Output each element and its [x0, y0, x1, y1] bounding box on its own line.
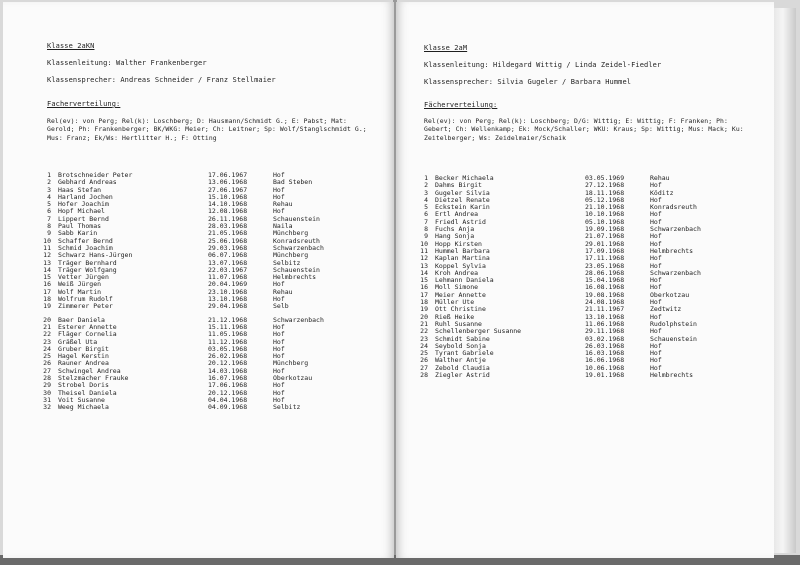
student-birthdate: 11.07.1968 [208, 273, 248, 282]
student-hometown: Münchberg [273, 251, 309, 260]
student-hometown: Konradsreuth [650, 203, 697, 212]
student-number: 3 [47, 185, 51, 194]
student-name: Hagel Kerstin [58, 352, 109, 361]
student-name: Walther Antje [435, 356, 486, 365]
student-list [33, 172, 343, 412]
student-name: Ott Christine [435, 305, 486, 314]
student-name: Kaplan Martina [435, 254, 490, 263]
student-hometown: Schwarzenbach [273, 315, 324, 324]
student-name: Gugeler Silvia [435, 188, 490, 197]
student-number: 18 [43, 295, 51, 304]
student-birthdate: 26.03.1968 [585, 341, 625, 350]
student-birthdate: 04.04.1968 [208, 395, 248, 404]
student-hometown: Hof [650, 298, 662, 307]
student-birthdate: 17.06.1968 [208, 381, 248, 390]
student-number: 25 [43, 352, 51, 361]
student-birthdate: 21.07.1968 [585, 232, 625, 241]
student-number: 22 [420, 327, 428, 336]
student-birthdate: 17.06.1967 [208, 171, 248, 179]
student-birthdate: 03.02.1968 [585, 334, 625, 343]
student-name: Eckstein Karin [435, 203, 490, 212]
student-name: Hopp Kirsten [435, 239, 482, 248]
student-number: 4 [424, 195, 428, 204]
subjects-heading: Fächerverteilung: [424, 101, 498, 109]
student-number: 19 [420, 305, 428, 314]
student-name: Träger Bernhard [58, 258, 117, 267]
student-birthdate: 13.10.1968 [208, 295, 248, 304]
student-hometown: Rudolphstein [650, 319, 697, 328]
student-name: Träger Wolfgang [58, 265, 117, 274]
student-hometown: Schauenstein [650, 334, 697, 343]
student-birthdate: 25.06.1968 [208, 236, 248, 245]
student-name: Hopf Michael [58, 207, 105, 216]
student-number: 2 [47, 178, 51, 187]
student-name: Gruber Birgit [58, 344, 109, 353]
student-hometown: Oberkotzau [650, 290, 690, 299]
student-hometown: Hof [273, 192, 285, 201]
student-birthdate: 13.07.1968 [208, 258, 248, 267]
student-number: 20 [43, 315, 51, 324]
student-name: Fläger Cornelia [58, 330, 117, 339]
student-hometown: Hof [273, 185, 285, 194]
student-birthdate: 24.08.1968 [585, 298, 625, 307]
student-hometown: Selb [273, 302, 289, 311]
student-number: 32 [43, 403, 51, 412]
student-birthdate: 17.11.1968 [585, 254, 625, 263]
student-number: 6 [424, 210, 428, 219]
student-hometown: Schauenstein [273, 214, 320, 223]
student-name: Schellenberger Susanne [435, 327, 522, 336]
student-number: 5 [424, 203, 428, 212]
class-teacher: Klassenleitung: Hildegard Wittig / Linda Zeidel-Fiedler [424, 61, 662, 69]
student-name: Tyrant Gabriele [435, 349, 494, 358]
student-name: Schmidt Sabine [435, 334, 490, 343]
student-birthdate: 23.10.1968 [208, 287, 248, 296]
student-number: 13 [43, 258, 51, 267]
student-number: 23 [43, 337, 51, 346]
student-hometown: Naila [273, 222, 293, 231]
student-birthdate: 21.11.1967 [585, 305, 625, 314]
student-birthdate: 29.04.1968 [208, 302, 248, 311]
student-hometown: Hof [650, 356, 662, 365]
right-page [396, 2, 774, 558]
student-number: 9 [47, 229, 51, 238]
subjects-text: Rel(ev): von Perg; Rel(k): Loschberg; D: Hausmann/Schmidt G.; E: Pabst; Mat: Gerold; Ph: Frankenberger; BK/WKG: Meier; Ch: Leitner; Sp: Wolf/Stanglschmidt G.; Mus: Franz; Ek/Ws: Hertlitter H.; F: Otting [47, 117, 367, 142]
student-hometown: Hof [273, 295, 285, 304]
student-name: Weeg Michaela [58, 403, 109, 412]
student-hometown: Hof [650, 276, 662, 285]
student-birthdate: 29.01.1968 [585, 239, 625, 248]
student-number: 22 [43, 330, 51, 339]
student-hometown: Hof [650, 254, 662, 263]
student-birthdate: 29.11.1968 [585, 327, 625, 336]
student-hometown: Hof [273, 330, 285, 339]
student-number: 27 [43, 366, 51, 375]
page-edges [774, 8, 796, 553]
student-name: Dietzel Renate [435, 195, 490, 204]
student-birthdate: 21.12.1968 [208, 315, 248, 324]
student-number: 9 [424, 232, 428, 241]
student-number: 12 [43, 251, 51, 260]
student-list [410, 175, 720, 379]
student-number: 13 [420, 261, 428, 270]
student-birthdate: 04.09.1968 [208, 403, 248, 412]
student-name: Kroh Andrea [435, 268, 479, 277]
student-birthdate: 17.09.1968 [585, 246, 625, 255]
student-name: Schwingel Andrea [58, 366, 121, 375]
student-birthdate: 27.12.1968 [585, 181, 625, 190]
student-number: 24 [43, 344, 51, 353]
student-row [410, 372, 720, 379]
student-hometown: Hof [273, 395, 285, 404]
student-number: 21 [43, 322, 51, 331]
student-hometown: Zedtwitz [650, 305, 682, 314]
student-row [33, 404, 343, 411]
student-name: Harland Jochen [58, 192, 113, 201]
student-birthdate: 21.10.1968 [585, 203, 625, 212]
student-number: 28 [43, 374, 51, 383]
student-name: Paul Thomas [58, 222, 102, 231]
student-number: 14 [43, 265, 51, 274]
class-title: Klasse 2aM [424, 44, 468, 52]
student-name: Wolf Martin [58, 287, 102, 296]
student-number: 28 [420, 371, 428, 380]
student-number: 20 [420, 312, 428, 321]
student-number: 16 [43, 280, 51, 289]
student-number: 12 [420, 254, 428, 263]
student-hometown: Hof [650, 363, 662, 372]
student-name: Dahms Birgit [435, 181, 482, 190]
student-birthdate: 26.02.1968 [208, 352, 248, 361]
student-hometown: Münchberg [273, 229, 309, 238]
student-name: Hofer Joachim [58, 200, 109, 209]
student-birthdate: 28.06.1968 [585, 268, 625, 277]
student-hometown: Schwarzenbach [650, 268, 701, 277]
student-name: Ruhl Susanne [435, 319, 482, 328]
student-name: Lehmann Daniela [435, 276, 494, 285]
student-birthdate: 05.10.1968 [585, 217, 625, 226]
student-name: Vetter Jürgen [58, 273, 109, 282]
student-name: Koppel Sylvia [435, 261, 486, 270]
student-hometown: Hof [273, 388, 285, 397]
student-name: Müller Ute [435, 298, 475, 307]
student-hometown: Konradsreuth [273, 236, 320, 245]
student-hometown: Helmbrechts [650, 371, 694, 380]
student-name: Hummel Barbara [435, 246, 490, 255]
student-number: 31 [43, 395, 51, 404]
student-number: 15 [43, 273, 51, 282]
student-hometown: Rehau [273, 287, 293, 296]
student-birthdate: 16.06.1968 [585, 356, 625, 365]
student-number: 6 [47, 207, 51, 216]
student-name: Ziegler Astrid [435, 371, 490, 380]
student-number: 11 [43, 243, 51, 252]
student-birthdate: 22.03.1967 [208, 265, 248, 274]
student-number: 7 [424, 217, 428, 226]
student-hometown: Bad Steben [273, 178, 313, 187]
student-name: Schaffer Bernd [58, 236, 113, 245]
student-birthdate: 13.10.1968 [585, 312, 625, 321]
student-birthdate: 18.11.1968 [585, 188, 625, 197]
student-row [33, 303, 343, 310]
student-hometown: Rehau [273, 200, 293, 209]
student-hometown: Hof [273, 171, 285, 179]
student-birthdate: 05.12.1968 [585, 195, 625, 204]
student-birthdate: 13.06.1968 [208, 178, 248, 187]
student-name: Lippert Bernd [58, 214, 109, 223]
student-number: 10 [420, 239, 428, 248]
student-hometown: Selbitz [273, 403, 301, 412]
student-birthdate: 19.01.1968 [585, 371, 625, 380]
student-number: 1 [424, 174, 428, 182]
student-name: Zebold Claudia [435, 363, 490, 372]
class-speakers: Klassensprecher: Silvia Gugeler / Barbara Hummel [424, 78, 632, 86]
student-name: Schwarz Hans-Jürgen [58, 251, 133, 260]
student-birthdate: 10.10.1968 [585, 210, 625, 219]
student-birthdate: 21.05.1968 [208, 229, 248, 238]
student-birthdate: 06.07.1968 [208, 251, 248, 260]
student-name: Friedl Astrid [435, 217, 486, 226]
student-birthdate: 19.09.1968 [585, 225, 625, 234]
student-name: Voit Susanne [58, 395, 105, 404]
student-birthdate: 23.05.1968 [585, 261, 625, 270]
student-number: 30 [43, 388, 51, 397]
student-name: Fuchs Anja [435, 225, 475, 234]
student-name: Sabb Karin [58, 229, 98, 238]
student-hometown: Hof [650, 217, 662, 226]
student-name: Brotschneider Peter [58, 171, 133, 179]
student-hometown: Köditz [650, 188, 674, 197]
student-number: 18 [420, 298, 428, 307]
student-number: 3 [424, 188, 428, 197]
student-number: 25 [420, 349, 428, 358]
student-name: Rauner Andrea [58, 359, 109, 368]
student-birthdate: 26.11.1968 [208, 214, 248, 223]
student-number: 4 [47, 192, 51, 201]
student-hometown: Hof [273, 322, 285, 331]
student-number: 23 [420, 334, 428, 343]
student-number: 29 [43, 381, 51, 390]
student-hometown: Selbitz [273, 258, 301, 267]
subjects-text: Rel(ev): von Perg; Rel(k): Loschberg; D/G: Wittig; E: Wittig; F: Franken; Ph: Gebert; Ch: Wellenkamp; Ek: Mock/Schaller; WKU: Kraus; Sp: Wittig; Mus: Mack; Ku: Zeitelberger; Ws: Zeidelmaier/Schaik [424, 117, 744, 142]
student-name: Haas Stefan [58, 185, 102, 194]
student-hometown: Helmbrechts [650, 246, 694, 255]
student-hometown: Oberkotzau [273, 374, 313, 383]
student-number: 5 [47, 200, 51, 209]
student-name: Stelzmacher Frauke [58, 374, 129, 383]
student-hometown: Hof [650, 210, 662, 219]
student-hometown: Hof [273, 366, 285, 375]
student-birthdate: 15.10.1968 [208, 192, 248, 201]
student-number: 8 [47, 222, 51, 231]
student-number: 27 [420, 363, 428, 372]
student-name: Seybold Sonja [435, 341, 486, 350]
student-name: Zimmerer Peter [58, 302, 113, 311]
student-name: Rieß Heike [435, 312, 475, 321]
student-birthdate: 12.08.1968 [208, 207, 248, 216]
class-speakers: Klassensprecher: Andreas Schneider / Franz Stellmaier [47, 76, 276, 84]
student-birthdate: 16.08.1968 [585, 283, 625, 292]
student-birthdate: 14.03.1968 [208, 366, 248, 375]
student-hometown: Hof [273, 207, 285, 216]
student-number: 26 [420, 356, 428, 365]
student-name: Gräßel Uta [58, 337, 98, 346]
student-birthdate: 16.03.1968 [585, 349, 625, 358]
student-hometown: Hof [650, 312, 662, 321]
student-number: 24 [420, 341, 428, 350]
class-title: Klasse 2aKN [47, 42, 95, 50]
student-birthdate: 20.12.1968 [208, 388, 248, 397]
student-number: 7 [47, 214, 51, 223]
student-number: 16 [420, 283, 428, 292]
student-number: 8 [424, 225, 428, 234]
student-number: 17 [43, 287, 51, 296]
student-hometown: Rehau [650, 174, 670, 182]
student-birthdate: 15.11.1968 [208, 322, 248, 331]
student-number: 11 [420, 246, 428, 255]
student-name: Gebhard Andreas [58, 178, 117, 187]
student-hometown: Hof [650, 327, 662, 336]
student-hometown: Münchberg [273, 359, 309, 368]
student-hometown: Hof [650, 181, 662, 190]
class-teacher: Klassenleitung: Walther Frankenberger [47, 59, 207, 67]
student-hometown: Schwarzenbach [273, 243, 324, 252]
student-name: Weiß Jürgen [58, 280, 102, 289]
student-number: 19 [43, 302, 51, 311]
student-birthdate: 14.10.1968 [208, 200, 248, 209]
student-number: 1 [47, 171, 51, 179]
student-number: 21 [420, 319, 428, 328]
student-hometown: Hof [650, 349, 662, 358]
student-hometown: Hof [273, 337, 285, 346]
left-page [3, 2, 394, 558]
student-name: Becker Michaela [435, 174, 494, 182]
student-name: Theisel Daniela [58, 388, 117, 397]
student-birthdate: 10.06.1968 [585, 363, 625, 372]
student-name: Meier Annette [435, 290, 486, 299]
student-birthdate: 03.05.1968 [208, 344, 248, 353]
student-birthdate: 27.06.1967 [208, 185, 248, 194]
student-hometown: Hof [273, 381, 285, 390]
student-birthdate: 19.08.1968 [585, 290, 625, 299]
student-name: Esterer Annette [58, 322, 117, 331]
student-hometown: Schwarzenbach [650, 225, 701, 234]
subjects-heading: Facherverteilung: [47, 100, 121, 108]
student-birthdate: 03.05.1969 [585, 174, 625, 182]
student-birthdate: 16.07.1968 [208, 374, 248, 383]
student-name: Schmid Joachim [58, 243, 113, 252]
student-name: Strobel Doris [58, 381, 109, 390]
student-birthdate: 20.12.1968 [208, 359, 248, 368]
student-number: 2 [424, 181, 428, 190]
student-hometown: Helmbrechts [273, 273, 317, 282]
student-hometown: Hof [650, 283, 662, 292]
student-hometown: Hof [650, 341, 662, 350]
student-name: Ertl Andrea [435, 210, 479, 219]
student-number: 10 [43, 236, 51, 245]
student-number: 17 [420, 290, 428, 299]
student-hometown: Schauenstein [273, 265, 320, 274]
student-hometown: Hof [650, 239, 662, 248]
student-hometown: Hof [273, 344, 285, 353]
student-birthdate: 11.06.1968 [585, 319, 625, 328]
student-birthdate: 28.03.1968 [208, 222, 248, 231]
student-hometown: Hof [650, 232, 662, 241]
student-hometown: Hof [650, 261, 662, 270]
student-birthdate: 11.12.1968 [208, 337, 248, 346]
student-birthdate: 20.04.1969 [208, 280, 248, 289]
student-name: Hang Sonja [435, 232, 475, 241]
student-birthdate: 29.03.1968 [208, 243, 248, 252]
student-name: Moll Simone [435, 283, 479, 292]
student-number: 14 [420, 268, 428, 277]
student-birthdate: 15.04.1968 [585, 276, 625, 285]
student-number: 26 [43, 359, 51, 368]
student-hometown: Hof [273, 352, 285, 361]
student-hometown: Hof [650, 195, 662, 204]
student-hometown: Hof [273, 280, 285, 289]
student-name: Wolfrum Rudolf [58, 295, 113, 304]
student-birthdate: 11.05.1968 [208, 330, 248, 339]
student-name: Baer Daniela [58, 315, 105, 324]
student-number: 15 [420, 276, 428, 285]
